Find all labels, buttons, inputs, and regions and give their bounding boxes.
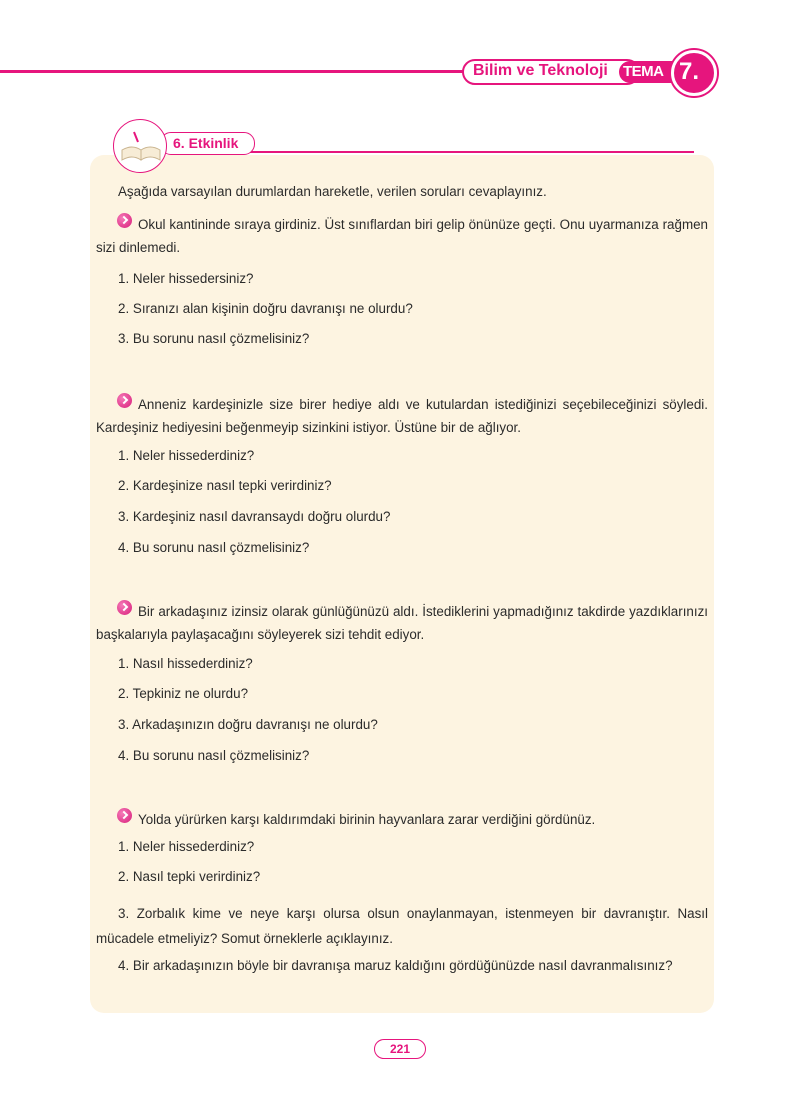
scenario-1-question-1: 1. Neler hissedersiniz?	[118, 271, 254, 286]
scenario-2-question-2: 2. Kardeşinize nasıl tepki verirdiniz?	[118, 478, 332, 493]
scenario-4-question-4: 4. Bir arkadaşınızın böyle bir davranışa maruz kaldığını gördüğünüzde nasıl davranmalısınız?	[118, 958, 673, 973]
scenario-1-question-2: 2. Sıranızı alan kişinin doğru davranışı ne olurdu?	[118, 301, 413, 316]
scenario-3-question-1: 1. Nasıl hissederdiniz?	[118, 656, 253, 671]
activity-title: 6. Etkinlik	[173, 135, 239, 151]
scenario-4-text: Yolda yürürken karşı kaldırımdaki birinin hayvanlara zarar verdiğini gördünüz.	[138, 812, 596, 827]
header-rule	[0, 70, 470, 73]
scenario-3-question-4: 4. Bu sorunu nasıl çözmelisiniz?	[118, 748, 310, 763]
scenario-4-question-3: 3. Zorbalık kime ve neye karşı olursa olsun onaylanmayan, istenmeyen bir davranıştır. Nasıl mücadele etmeliyiz? Somut örneklerle açıklayınız.	[96, 906, 708, 946]
scenario-4-question-2: 2. Nasıl tepki verirdiniz?	[118, 869, 261, 884]
scenario-1-question-3: 3. Bu sorunu nasıl çözmelisiniz?	[118, 331, 310, 346]
intro-text: Aşağıda varsayılan durumlardan hareketle, verilen soruları cevaplayınız.	[118, 184, 547, 199]
scenario-1-text: Okul kantininde sıraya girdiniz. Üst sınıflardan biri gelip önünüze geçti. Onu uyarmanıza rağmen sizi dinlemedi.	[96, 217, 708, 255]
scenario-2-question-3: 3. Kardeşiniz nasıl davransaydı doğru olurdu?	[118, 509, 391, 524]
scenario-4-question-1: 1. Neler hissederdiniz?	[118, 839, 255, 854]
open-book-icon	[113, 119, 167, 173]
scenario-2-question-4: 4. Bu sorunu nasıl çözmelisiniz?	[118, 540, 310, 555]
tema-number: 7.	[679, 58, 700, 85]
scenario-2-question-1: 1. Neler hissederdiniz?	[118, 448, 255, 463]
tema-label: TEMA	[623, 63, 664, 80]
scenario-2-text: Anneniz kardeşinizle size birer hediye aldı ve kutulardan istediğinizi seçebileceğinizi söyledi. Kardeşiniz hediyesini beğenmeyip sizinkini istiyor. Üstüne bir de ağlıyor.	[96, 397, 708, 435]
scenario-3-question-2: 2. Tepkiniz ne olurdu?	[118, 686, 249, 701]
page-number: 221	[390, 1042, 411, 1056]
scenario-3-text: Bir arkadaşınız izinsiz olarak günlüğünüzü aldı. İstediklerini yapmadığınız takdirde yazdıklarınızı başkalarıyla paylaşacağını söyleyerek sizi tehdit ediyor.	[96, 604, 708, 642]
theme-title: Bilim ve Teknoloji	[473, 62, 608, 79]
scenario-3-question-3: 3. Arkadaşınızın doğru davranışı ne olurdu?	[118, 717, 378, 732]
